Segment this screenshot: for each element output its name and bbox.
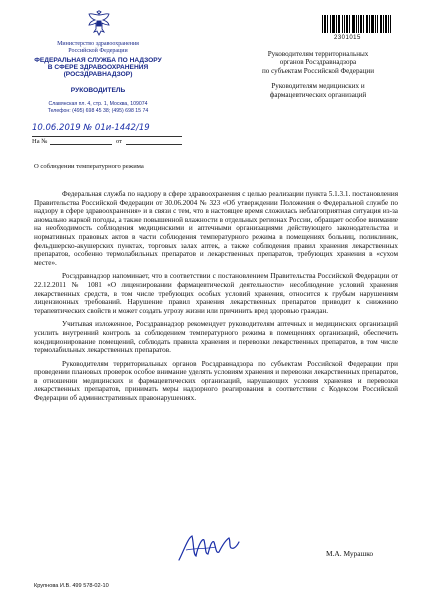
- executor-info: Крупнова И.В. 499 578-02-10: [34, 583, 109, 589]
- ot-underline: [126, 144, 182, 145]
- recipient-line2: органов Росздравнадзора: [279, 58, 357, 67]
- department-title: РУКОВОДИТЕЛЬ: [70, 87, 126, 94]
- service-name-line2: В СФЕРЕ ЗДРАВООХРАНЕНИЯ: [47, 64, 149, 71]
- recipient-line3: по субъектам Российской Федерации: [261, 66, 375, 75]
- address-line1: Славянская пл. 4, стр. 1, Москва, 109074: [48, 101, 148, 107]
- na-underline: [50, 144, 112, 145]
- letter-subject: О соблюдении температурного режима: [34, 163, 144, 170]
- paragraph-4: Руководителям территориальных органов Росздравнадзора по субъектам Российской Федерации при проведении плановых проверок особое внимание уделять условиям хранения и перевозки лекарственных препаратов, в отношении медицинских и фармацевтических организаций, нарушающих условия хранения и перевозки лекарственных препаратов, принимать меры надзорного реагирования в соответствии с Кодексом Российской Федерации об административных правонарушениях.: [34, 359, 398, 403]
- date-number-handwritten: 10.06.2019 № 01и-1442/19: [32, 123, 150, 133]
- signatory-name: М.А. Мурашко: [326, 549, 374, 558]
- address-line2: Телефон: (495) 698 45 38; (495) 698 15 74: [47, 108, 149, 114]
- recipients-block: [243, 50, 393, 99]
- paragraph-1: Федеральная служба по надзору в сфере здравоохранения с целью реализации пункта 5.1.3.1. постановления Правительства Российской Федерации от 30.06.2004 № 323 «Об утверждении Положения о Федеральной службе по надзору в сфере здравоохранения» и в связи с тем, что в настоящее время сложилась неблагоприятная ситуация из-за аномально жаркой погоды, а также повышенной влажности в отдельных регионах России, обращает особое внимание на необходимость соблюдения медицинскими и аптечными организациями действующего законодательства и нормативных правовых актов в части соблюдения температурного режима в помещениях больниц, поликлиник, фельдшерско-акушерских пунктах, торговых залах аптек, а также соблюдения правил хранения лекарственных препаратов, особенно термолабильных препаратов и лекарственных препаратов, требующих хранения в «сухом месте».: [34, 190, 398, 267]
- service-name-line1: ФЕДЕРАЛЬНАЯ СЛУЖБА ПО НАДЗОРУ: [34, 57, 162, 64]
- ot-label: от: [116, 138, 123, 145]
- service-name-line3: (РОСЗДРАВНАДЗОР): [63, 71, 133, 78]
- na-label: На №: [32, 138, 48, 145]
- ministry-name: Министерство здравоохранения Российской Федерации: [57, 41, 139, 54]
- recipient-line5: фармацевтических организаций: [269, 90, 367, 99]
- paragraph-2: Росздравнадзор напоминает, что в соответствии с постановлением Правительства Российской Федерации от 22.12.2011 № 1081 «О лицензировании фармацевтической деятельности» несоблюдение условий хранения лекарственных средств, в том числе требующих особых условий хранения, относится к грубым нарушениям лицензионных требований. Нарушение правил хранения лекарственных препаратов приводит к снижению терапевтических свойств и может создать угрозу жизни или причинить вред здоровью граждан.: [34, 272, 398, 315]
- date-number-line: [32, 123, 182, 137]
- recipient-line1: Руководителям территориальных: [267, 50, 369, 58]
- barcode: [322, 15, 391, 33]
- barcode-number: 2301015: [334, 35, 361, 41]
- handwritten-signature: [176, 530, 242, 564]
- letter-body: [34, 190, 398, 403]
- paragraph-3: Учитывая изложенное, Росздравнадзор рекомендует руководителям аптечных и медицинских организаций усилить внутренний контроль за соблюдением температурного режима в помещениях организаций, обеспечить кондиционирование помещений, соблюдать правила хранения и перевозки лекарственных препаратов, в том числе термолабильных лекарственных препаратов.: [34, 320, 398, 355]
- double-headed-eagle-emblem-icon: [86, 10, 112, 38]
- recipient-line4: Руководителям медицинских и: [271, 82, 365, 91]
- reference-line: [32, 138, 182, 146]
